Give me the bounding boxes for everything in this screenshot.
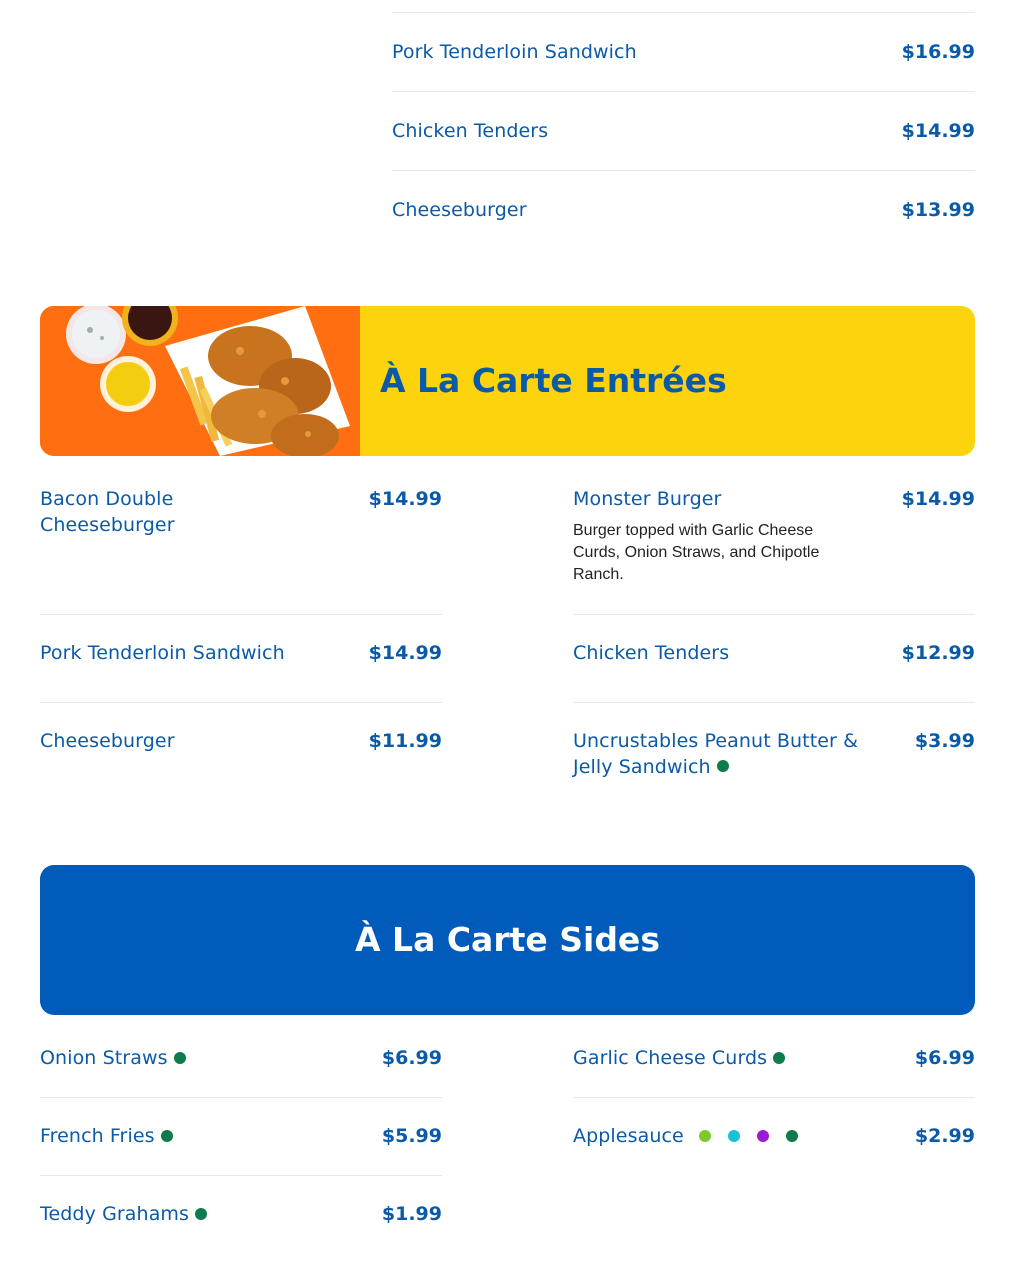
item-price: $16.99 (901, 41, 975, 63)
section-title: À La Carte Entrées (380, 361, 727, 400)
item-name: Garlic Cheese Curds (573, 1047, 768, 1069)
green-dot-icon (717, 760, 729, 772)
top-menu-list (392, 12, 975, 249)
list-item (573, 1097, 975, 1175)
item-name: Cheeseburger (40, 730, 175, 752)
section-title: À La Carte Sides (355, 920, 660, 959)
item-name: Applesauce (573, 1125, 684, 1147)
food-illustration (40, 306, 360, 456)
chicken-tenders-photo (40, 306, 360, 456)
list-item (392, 91, 975, 170)
green-dot-icon (773, 1052, 785, 1064)
green-dot-icon (195, 1208, 207, 1220)
sides-banner (40, 865, 975, 1015)
item-name: Onion Straws (40, 1047, 168, 1069)
item-name: Pork Tenderloin Sandwich (392, 41, 637, 63)
entrees-right-column (573, 486, 975, 802)
item-name: Pork Tenderloin Sandwich (40, 642, 285, 664)
item-name: Chicken Tenders (392, 120, 549, 142)
green-dot-icon (161, 1130, 173, 1142)
item-name: French Fries (40, 1125, 155, 1147)
list-item (573, 702, 975, 802)
item-price: $14.99 (368, 642, 442, 664)
item-price: $12.99 (901, 642, 975, 664)
list-item (40, 1045, 442, 1097)
item-price: $5.99 (381, 1125, 442, 1147)
item-description: Burger topped with Garlic Cheese Curds, Onion Straws, and Chipotle Ranch. (573, 522, 820, 583)
list-item (392, 170, 975, 249)
item-price: $11.99 (368, 730, 442, 752)
entrees-banner (40, 306, 975, 456)
item-price: $13.99 (901, 199, 975, 221)
list-item (40, 1175, 442, 1253)
list-item (392, 12, 975, 91)
item-name: Bacon Double Cheeseburger (40, 488, 175, 536)
sides-right-column (573, 1045, 975, 1175)
sides-left-column (40, 1045, 442, 1253)
item-price: $3.99 (914, 730, 975, 752)
purple-dot-icon (757, 1130, 769, 1142)
list-item (40, 614, 442, 702)
item-name-text: Uncrustables Peanut Butter & Jelly Sandwich (573, 730, 859, 778)
item-name (573, 728, 863, 780)
item-price: $6.99 (914, 1047, 975, 1069)
cyan-dot-icon (728, 1130, 740, 1142)
item-price: $2.99 (914, 1125, 975, 1147)
list-item (573, 614, 975, 702)
list-item (573, 1045, 975, 1097)
lime-dot-icon (699, 1130, 711, 1142)
list-item (573, 486, 975, 614)
item-price: $14.99 (368, 488, 442, 510)
list-item (40, 702, 442, 802)
green-dot-icon (174, 1052, 186, 1064)
item-price: $1.99 (381, 1203, 442, 1225)
item-name: Teddy Grahams (40, 1203, 190, 1225)
item-price: $6.99 (381, 1047, 442, 1069)
green-dot-icon (786, 1130, 798, 1142)
item-name: Monster Burger (573, 488, 722, 510)
list-item (40, 1097, 442, 1175)
item-price: $14.99 (901, 488, 975, 510)
item-name: Cheeseburger (392, 199, 527, 221)
list-item (40, 486, 442, 614)
item-name: Chicken Tenders (573, 642, 730, 664)
item-price: $14.99 (901, 120, 975, 142)
entrees-left-column (40, 486, 442, 802)
